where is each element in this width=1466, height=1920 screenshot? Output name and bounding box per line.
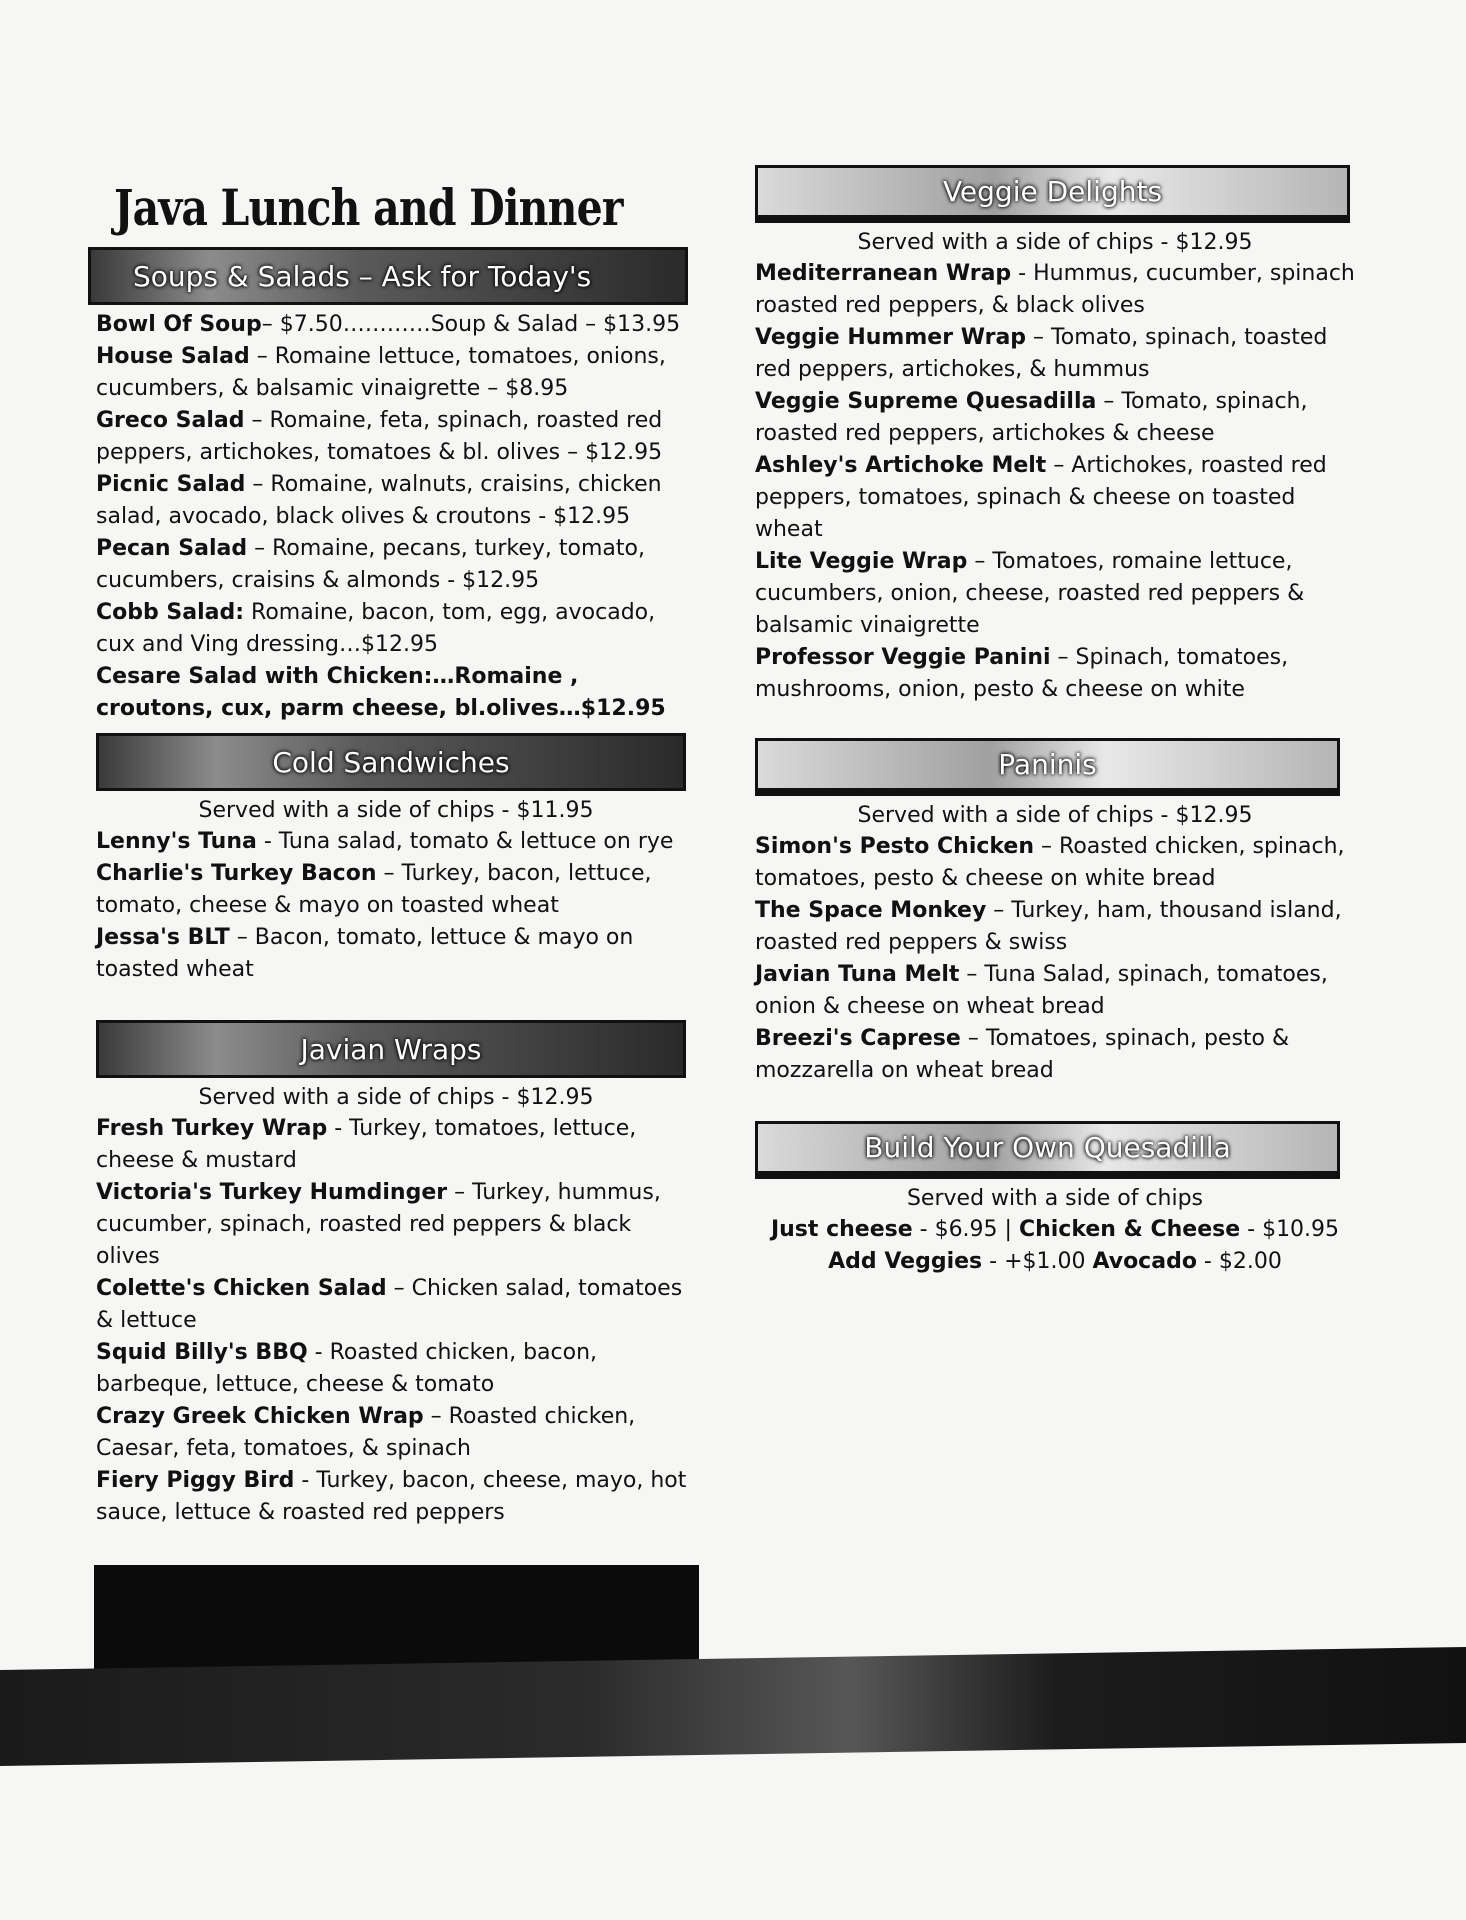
item-price: - $2.00 [1196, 1249, 1282, 1274]
list-item [96, 309, 696, 341]
item-name: Greco Salad [96, 408, 245, 433]
item-desc: – Tomato, spinach, roasted red peppers, artichokes & cheese [755, 389, 1308, 446]
item-name: Simon's Pesto Chicken [755, 834, 1035, 859]
item-desc: – Romaine, feta, spinach, roasted red peppers, artichokes, tomatoes & bl. olives – $12.95 [96, 408, 663, 465]
item-name: Bowl Of Soup [96, 312, 262, 337]
item-name: Picnic Salad [96, 472, 246, 497]
item-desc: – Turkey, bacon, lettuce, tomato, cheese & mayo on toasted wheat [96, 861, 652, 918]
item-desc: – Romaine, pecans, turkey, tomato, cucumbers, craisins & almonds - $12.95 [96, 536, 645, 593]
item-desc: – Bacon, tomato, lettuce & mayo on toasted wheat [96, 925, 634, 982]
list-item [96, 1401, 696, 1465]
list-item [96, 858, 696, 922]
list-item [755, 322, 1355, 386]
list-item [96, 1113, 696, 1177]
item-name: Victoria's Turkey Humdinger [96, 1180, 448, 1205]
list-item [755, 546, 1355, 642]
veggie-list [755, 258, 1355, 706]
cold-list [96, 826, 696, 986]
section-heading: Soups & Salads – Ask for Today's [133, 259, 592, 293]
item-desc: - Tuna salad, tomato & lettuce on rye [256, 829, 674, 854]
item-desc: - Turkey, tomatoes, lettuce, cheese & mustard [96, 1116, 637, 1173]
item-name: Veggie Hummer Wrap [755, 325, 1027, 350]
item-desc: Romaine, bacon, tom, egg, avocado, cux and Ving dressing…$12.95 [96, 600, 656, 657]
list-item [96, 469, 696, 533]
item-name: Fresh Turkey Wrap [96, 1116, 328, 1141]
list-item [96, 826, 696, 858]
item-desc: – Romaine lettuce, tomatoes, onions, cucumbers, & balsamic vinaigrette – $8.95 [96, 344, 666, 401]
list-item [96, 405, 696, 469]
item-name: Chicken & Cheese [1018, 1217, 1241, 1242]
list-item [755, 642, 1355, 706]
served-note: Served with a side of chips - $11.95 [198, 798, 594, 823]
section-banner-veggie [755, 165, 1350, 223]
item-desc: – Roasted chicken, Caesar, feta, tomatoes, & spinach [96, 1404, 636, 1461]
item-desc: – Turkey, hummus, cucumber, spinach, roasted red peppers & black olives [96, 1180, 661, 1269]
right-column [755, 165, 1355, 1278]
item-desc: - Turkey, bacon, cheese, mayo, hot sauce, lettuce & roasted red peppers [96, 1468, 687, 1525]
item-price: - +$1.00 [982, 1249, 1093, 1274]
item-name: Breezi's Caprese [755, 1026, 961, 1051]
list-item [96, 533, 696, 597]
item-name: Just cheese [770, 1217, 913, 1242]
list-item [755, 959, 1355, 1023]
list-item [96, 1337, 696, 1401]
item-desc: – Tomatoes, romaine lettuce, cucumbers, onion, cheese, roasted red peppers & balsamic vinaigrette [755, 549, 1305, 638]
soups-list [96, 309, 696, 725]
quesadilla-addons-line [755, 1246, 1355, 1278]
section-banner-wraps [96, 1020, 686, 1078]
item-desc: – Spinach, tomatoes, mushrooms, onion, pesto & cheese on white [755, 645, 1289, 702]
item-name: Pecan Salad [96, 536, 248, 561]
list-item [755, 895, 1355, 959]
served-note: Served with a side of chips [906, 1186, 1204, 1211]
section-banner-soups [88, 247, 688, 305]
item-name: House Salad [96, 344, 250, 369]
item-desc: – Roasted chicken, spinach, tomatoes, pesto & cheese on white bread [755, 834, 1345, 891]
item-name: Cobb Salad: [96, 600, 245, 625]
section-banner-cold [96, 733, 686, 791]
section-heading: Paninis [998, 748, 1097, 781]
item-desc: – Tomato, spinach, toasted red peppers, artichokes, & hummus [755, 325, 1328, 382]
list-item [96, 1177, 696, 1273]
item-desc: - Roasted chicken, bacon, barbeque, lettuce, cheese & tomato [96, 1340, 598, 1397]
list-item [755, 1023, 1355, 1087]
list-item [96, 1465, 696, 1529]
item-name: Veggie Supreme Quesadilla [755, 389, 1097, 414]
item-name: Jessa's BLT [96, 925, 230, 950]
served-note: Served with a side of chips - $12.95 [198, 1085, 594, 1110]
item-desc: – Tuna Salad, spinach, tomatoes, onion & cheese on wheat bread [755, 962, 1328, 1019]
item-name: Crazy Greek Chicken Wrap [96, 1404, 424, 1429]
list-item [96, 661, 696, 725]
served-note: Served with a side of chips - $12.95 [857, 803, 1253, 828]
paninis-list [755, 831, 1355, 1087]
item-name: Colette's Chicken Salad [96, 1276, 387, 1301]
left-column [96, 150, 696, 1529]
list-item [96, 922, 696, 986]
list-item [96, 597, 696, 661]
item-name: Professor Veggie Panini [755, 645, 1051, 670]
served-note: Served with a side of chips - $12.95 [857, 230, 1253, 255]
item-price: - $6.95 | [912, 1217, 1019, 1242]
item-name: Fiery Piggy Bird [96, 1468, 295, 1493]
page-title: Java Lunch and Dinner [114, 178, 623, 237]
item-name: Add Veggies [828, 1249, 983, 1274]
item-desc: – Turkey, ham, thousand island, roasted red peppers & swiss [755, 898, 1342, 955]
item-price: - $10.95 [1240, 1217, 1340, 1242]
item-desc: – Tomatoes, spinach, pesto & mozzarella on wheat bread [755, 1026, 1290, 1083]
item-name: Cesare Salad with Chicken:…Romaine , croutons, cux, parm cheese, bl.olives…$12.95 [96, 664, 666, 721]
item-name: Avocado [1092, 1249, 1197, 1274]
section-banner-quesadilla [755, 1121, 1340, 1179]
list-item [755, 450, 1355, 546]
item-name: Charlie's Turkey Bacon [96, 861, 377, 886]
item-name: The Space Monkey [755, 898, 987, 923]
quesadilla-price-line [755, 1214, 1355, 1246]
item-desc: – Romaine, walnuts, craisins, chicken salad, avocado, black olives & croutons - $12.95 [96, 472, 662, 529]
item-desc: – $7.50…………Soup & Salad – $13.95 [261, 312, 681, 337]
item-name: Lenny's Tuna [96, 829, 257, 854]
list-item [755, 258, 1355, 322]
item-desc: – Chicken salad, tomatoes & lettuce [96, 1276, 683, 1333]
item-name: Squid Billy's BBQ [96, 1340, 308, 1365]
section-heading: Cold Sandwiches [272, 745, 510, 779]
item-desc: – Artichokes, roasted red peppers, tomatoes, spinach & cheese on toasted wheat [755, 453, 1327, 542]
section-banner-paninis [755, 738, 1340, 796]
item-name: Ashley's Artichoke Melt [755, 453, 1047, 478]
section-heading: Javian Wraps [300, 1032, 482, 1066]
list-item [755, 386, 1355, 450]
list-item [755, 831, 1355, 895]
item-name: Lite Veggie Wrap [755, 549, 968, 574]
wraps-list [96, 1113, 696, 1529]
item-desc: - Hummus, cucumber, spinach roasted red peppers, & black olives [755, 261, 1355, 318]
section-heading: Build Your Own Quesadilla [864, 1131, 1231, 1164]
list-item [96, 1273, 696, 1337]
item-name: Mediterranean Wrap [755, 261, 1012, 286]
section-heading: Veggie Delights [942, 175, 1163, 208]
item-name: Javian Tuna Melt [755, 962, 960, 987]
list-item [96, 341, 696, 405]
